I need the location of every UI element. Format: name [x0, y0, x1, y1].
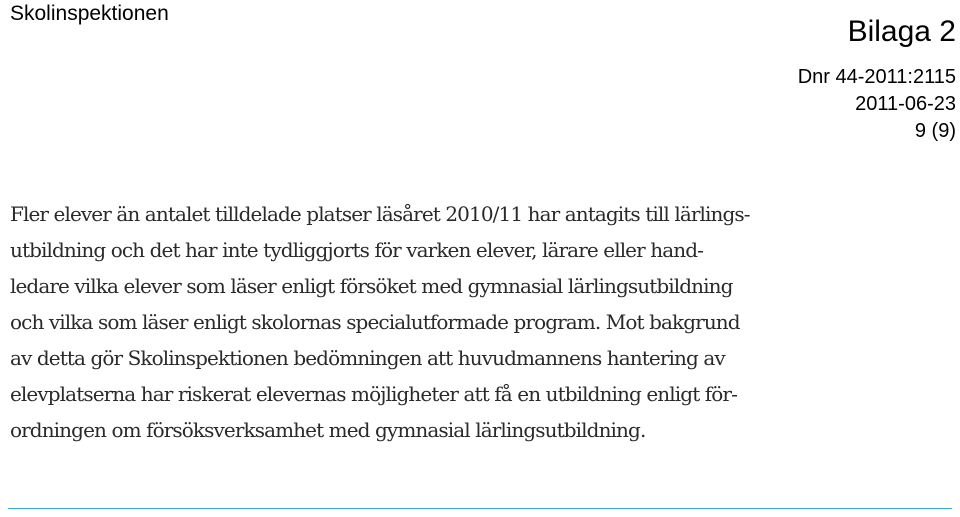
- footer-divider: [8, 508, 952, 509]
- paragraph-line: utbildning och det har inte tydliggjorts för varken elever, lärare eller hand-: [10, 238, 703, 262]
- document-title: Bilaga 2: [847, 15, 956, 48]
- paragraph-line: av detta gör Skolinspektionen bedömningen att huvudmannens hantering av: [10, 346, 725, 370]
- paragraph-line: och vilka som läser enligt skolornas specialutformade program. Mot bakgrund: [10, 310, 740, 334]
- paragraph-line: ledare vilka elever som läser enligt försöket med gymnasial lärlingsutbildning: [10, 274, 733, 298]
- paragraph-line: Fler elever än antalet tilldelade platser läsåret 2010/11 har antagits till lärlings-: [10, 202, 750, 226]
- page-number: 9 (9): [914, 120, 956, 142]
- paragraph-line: ordningen om försöksverksamhet med gymnasial lärlingsutbildning.: [10, 418, 646, 442]
- document-date: 2011-06-23: [855, 93, 956, 115]
- paragraph-line: elevplatserna har riskerat elevernas möjligheter att få en utbildning enligt för-: [10, 382, 737, 406]
- document-header: [798, 14, 956, 145]
- organization-name: Skolinspektionen: [10, 2, 169, 25]
- body-paragraph: [10, 196, 958, 448]
- diary-number: Dnr 44-2011:2115: [797, 66, 956, 88]
